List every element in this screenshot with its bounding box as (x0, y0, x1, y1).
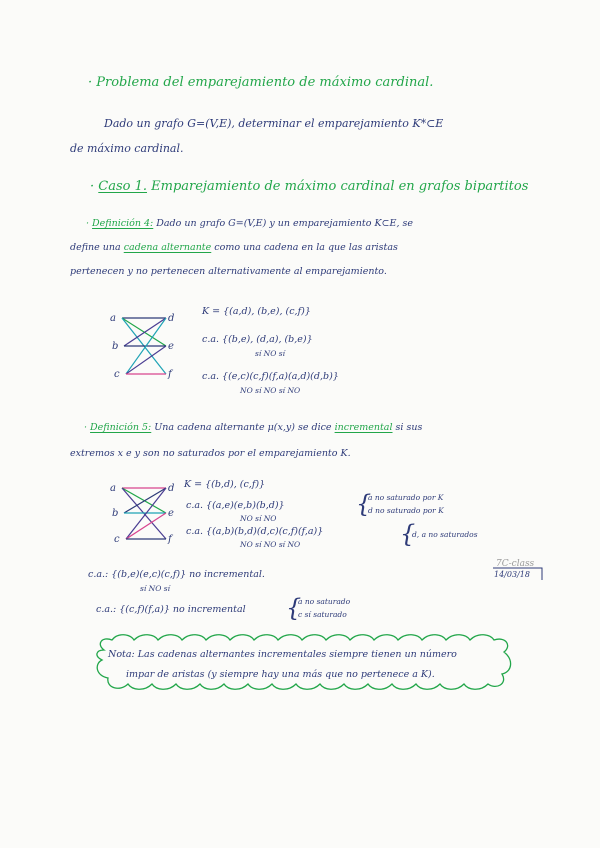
def4-label: Definición 4: (92, 218, 154, 229)
def5-label: Definición 5: (90, 422, 152, 433)
stamp-line-1: 7C-class (496, 559, 535, 569)
ca3-line: c.a.: {(b,e)(e,c)(c,f)} no incremental. (88, 569, 265, 580)
graph1-ca2-marks: NO sí NO sí NO (240, 386, 301, 395)
graph1-ca1-marks: sí NO sí (255, 349, 285, 358)
def4-text-1: Dado un grafo G=(V,E) y un emparejamiento K⊂E, se (156, 218, 413, 229)
graph2-node-f: f (168, 534, 172, 545)
ca4-line: c.a.: {(c,f)(f,a)} no incremental (96, 604, 246, 615)
cloud-outline (97, 635, 511, 690)
graph2-node-d: d (168, 483, 175, 494)
graph1-edge-ce (126, 346, 166, 374)
caso-label: Caso 1. (98, 179, 148, 194)
intro-line-2: de máximo cardinal. (70, 142, 184, 155)
graph2-k: K = {(b,d), (c,f)} (184, 479, 266, 490)
stamp-line-2: 14/03/18 (494, 570, 530, 579)
def4-line-3: pertenecen y no pertenecen alternativamente al emparejamiento. (70, 266, 387, 277)
def5-text-1c: si sus (395, 422, 423, 433)
graph2-node-c: c (114, 534, 120, 545)
bipartite-graph-1 (104, 304, 194, 384)
graph2-ca1: c.a. {(a,e)(e,b)(b,d)} (186, 500, 285, 511)
intro-line-1: Dado un grafo G=(V,E), determinar el emparejamiento K*⊂E (104, 117, 444, 130)
bipartite-graph-2 (104, 476, 194, 556)
section-title: · Problema del emparejamiento de máximo cardinal. (88, 75, 434, 90)
graph1-node-f: f (168, 369, 172, 380)
graph2-ca1-marks: NO sí NO (240, 514, 277, 523)
nota-cloud (92, 632, 516, 692)
def5-line-1: · Definición 5: Una cadena alternante μ(x,y) se dice incremental si sus (84, 422, 423, 433)
caso-heading (90, 180, 528, 193)
caso-text: Emparejamiento de máximo cardinal en grafos bipartitos (151, 179, 529, 194)
graph1-node-e: e (168, 341, 174, 352)
graph1-ca2: c.a. {(e,c)(c,f)(f,a)(a,d)(d,b)} (202, 371, 339, 382)
def4-text-2a: define una (70, 242, 121, 253)
graph2-ca1-note-1: a no saturado por K (368, 493, 444, 502)
graph2-ca2: c.a. {(a,b)(b,d)(d,c)(c,f)(f,a)} (186, 526, 324, 537)
nota-line-1: Nota: Las cadenas alternantes incrementales siempre tienen un número (108, 649, 457, 660)
graph1-node-d: d (168, 313, 175, 324)
graph1-k: K = {(a,d), (b,e), (c,f)} (202, 306, 311, 317)
def5-line-2: extremos x e y son no saturados por el emparejamiento K. (70, 448, 351, 459)
nota-line-2: impar de aristas (y siempre hay una más que no pertenece a K). (126, 669, 435, 680)
def4-term: cadena alternante (123, 242, 212, 253)
graph2-node-e: e (168, 508, 174, 519)
ca4-note-1: a no saturado (298, 597, 351, 606)
def5-text-1a: Una cadena alternante μ(x,y) se dice (154, 422, 332, 433)
ca3-marks: sí NO sí (140, 584, 170, 593)
graph2-node-b: b (112, 508, 119, 519)
graph2-node-a: a (110, 483, 116, 494)
graph1-node-b: b (112, 341, 119, 352)
ca4-brace: { (286, 594, 302, 622)
graph2-edge-ce (126, 513, 166, 539)
graph1-node-a: a (110, 313, 116, 324)
graph1-ca1: c.a. {(b,e), (d,a), (b,e)} (202, 334, 313, 345)
graph2-ca1-note-2: d no saturado por K (368, 506, 444, 515)
graph2-ca2-marks: NO sí NO sí NO (240, 540, 301, 549)
def4-line-2 (70, 243, 398, 253)
ca4-note-2: c sí saturado (298, 610, 347, 619)
caso-bullet: · (90, 179, 95, 194)
graph2-ca2-brace: { (400, 520, 416, 548)
def4-text-2c: como una cadena en la que las aristas (214, 242, 398, 253)
graph2-ca2-note: d, a no saturados (412, 530, 478, 539)
graph1-node-c: c (114, 369, 120, 380)
def5-term: incremental (334, 422, 393, 433)
date-stamp (490, 556, 548, 582)
graph2-ca1-brace: { (356, 490, 372, 518)
def4-line-1: · Definición 4: Dado un grafo G=(V,E) y un emparejamiento K⊂E, se (86, 218, 413, 229)
